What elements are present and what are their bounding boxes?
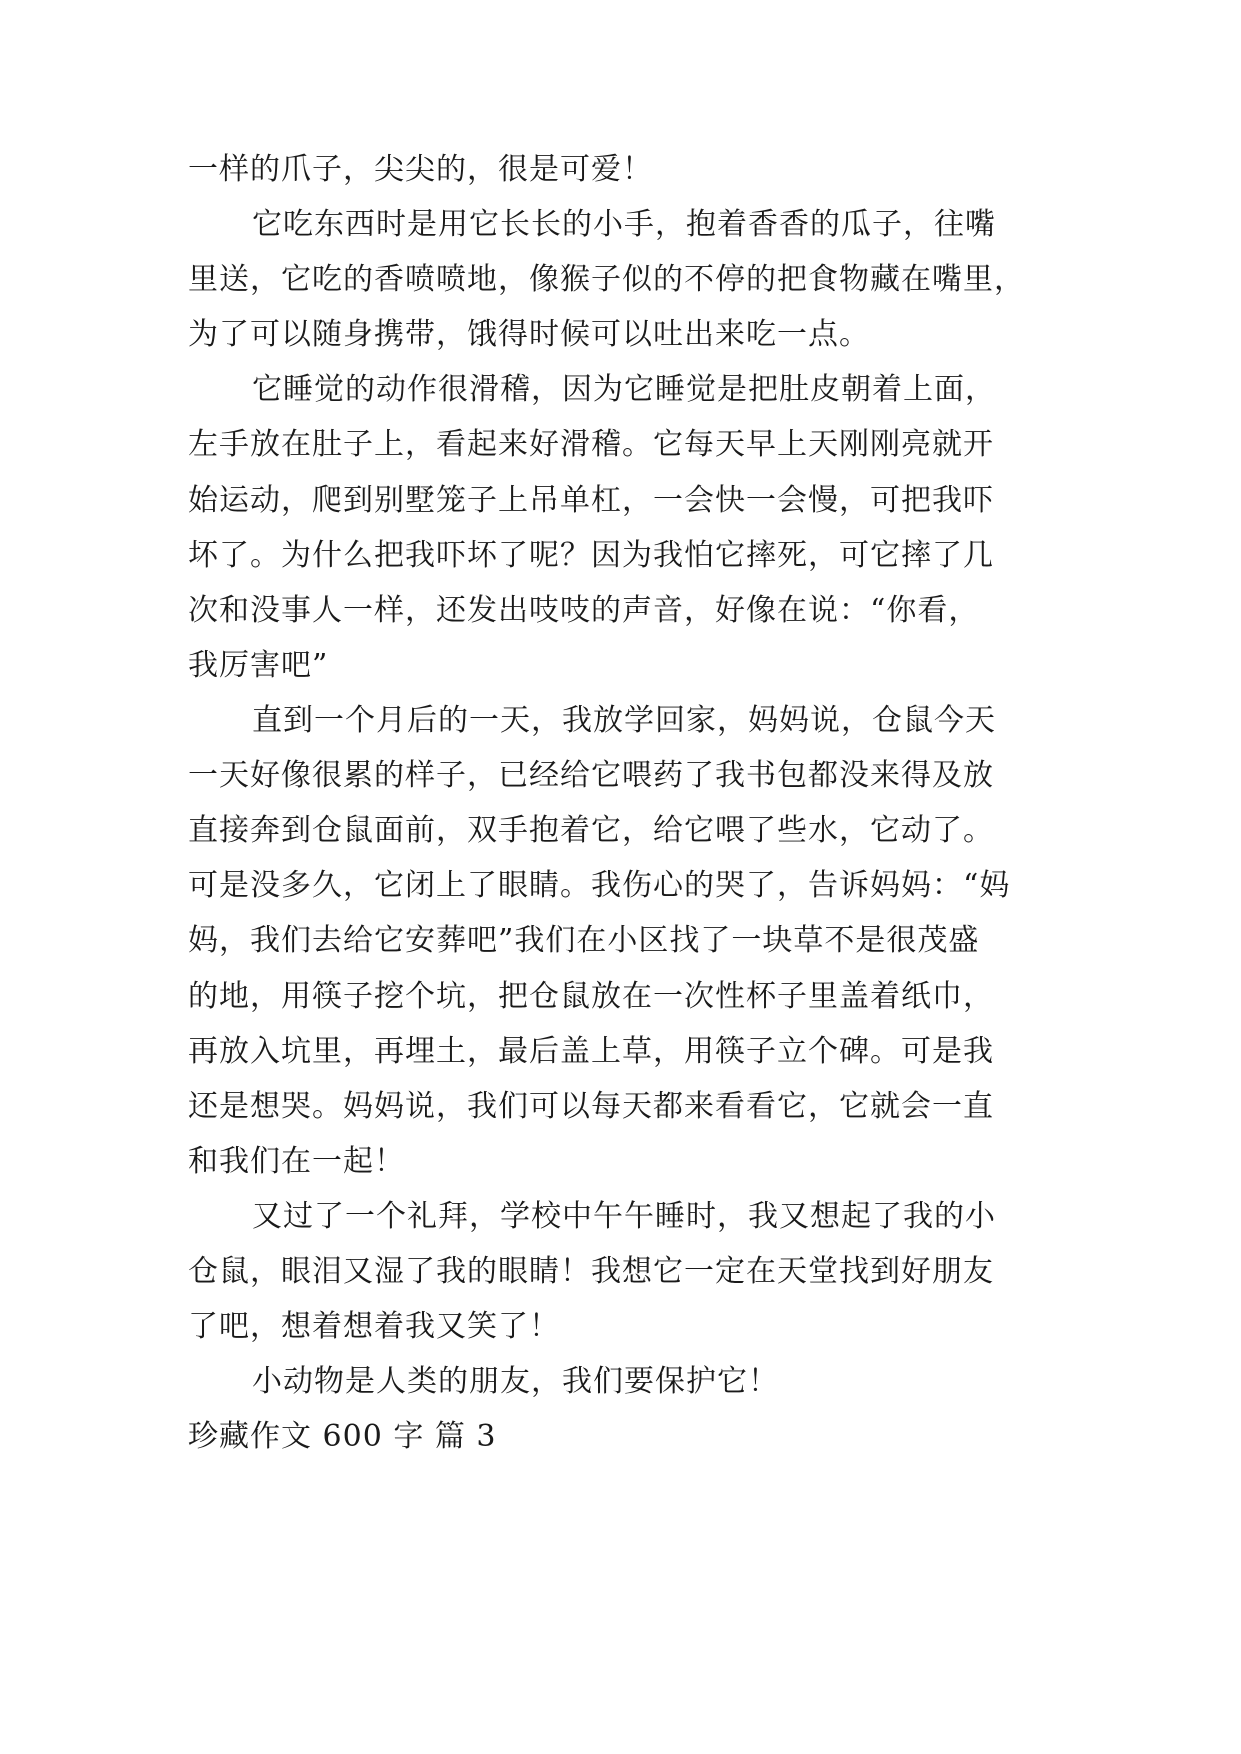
- text-line: 始运动，爬到别墅笼子上吊单杠，一会快一会慢，可把我吓: [188, 483, 994, 518]
- text-line: 坏了。为什么把我吓坏了呢？因为我怕它摔死，可它摔了几: [188, 538, 994, 573]
- text-line: 一样的爪子，尖尖的，很是可爱！: [188, 152, 653, 187]
- text-line: 还是想哭。妈妈说，我们可以每天都来看看它，它就会一直: [188, 1089, 994, 1124]
- text-line: 再放入坑里，再埋土，最后盖上草，用筷子立个碑。可是我: [188, 1034, 994, 1069]
- text-line: 妈，我们去给它安葬吧”我们在小区找了一块草不是很茂盛: [188, 923, 980, 958]
- text-line: 了吧，想着想着我又笑了！: [188, 1309, 560, 1344]
- paragraph-start-line: 它睡觉的动作很滑稽，因为它睡觉是把肚皮朝着上面，: [252, 372, 996, 407]
- text-line: 里送，它吃的香喷喷地，像猴子似的不停的把食物藏在嘴里，: [188, 262, 1025, 297]
- text-line: 仓鼠，眼泪又湿了我的眼睛！我想它一定在天堂找到好朋友: [188, 1254, 994, 1289]
- text-line: 次和没事人一样，还发出吱吱的声音，好像在说：“你看，: [188, 593, 980, 628]
- paragraph-start-line: 小动物是人类的朋友，我们要保护它！: [252, 1364, 779, 1399]
- text-line: 左手放在肚子上，看起来好滑稽。它每天早上天刚刚亮就开: [188, 427, 994, 462]
- section-heading: 珍藏作文 600 字 篇 3: [188, 1419, 497, 1454]
- paragraph-start-line: 又过了一个礼拜，学校中午午睡时，我又想起了我的小: [252, 1199, 996, 1234]
- text-line: 一天好像很累的样子，已经给它喂药了我书包都没来得及放: [188, 758, 994, 793]
- text-line: 的地，用筷子挖个坑，把仓鼠放在一次性杯子里盖着纸巾，: [188, 979, 994, 1014]
- text-line: 为了可以随身携带，饿得时候可以吐出来吃一点。: [188, 317, 870, 352]
- text-line: 直接奔到仓鼠面前，双手抱着它，给它喂了些水，它动了。: [188, 813, 994, 848]
- text-line: 和我们在一起！: [188, 1144, 405, 1179]
- paragraph-start-line: 直到一个月后的一天，我放学回家，妈妈说，仓鼠今天: [252, 703, 996, 738]
- text-line: 我厉害吧”: [188, 648, 329, 683]
- paragraph-start-line: 它吃东西时是用它长长的小手，抱着香香的瓜子，往嘴: [252, 207, 996, 242]
- text-line: 可是没多久，它闭上了眼睛。我伤心的哭了，告诉妈妈：“妈: [188, 868, 1011, 903]
